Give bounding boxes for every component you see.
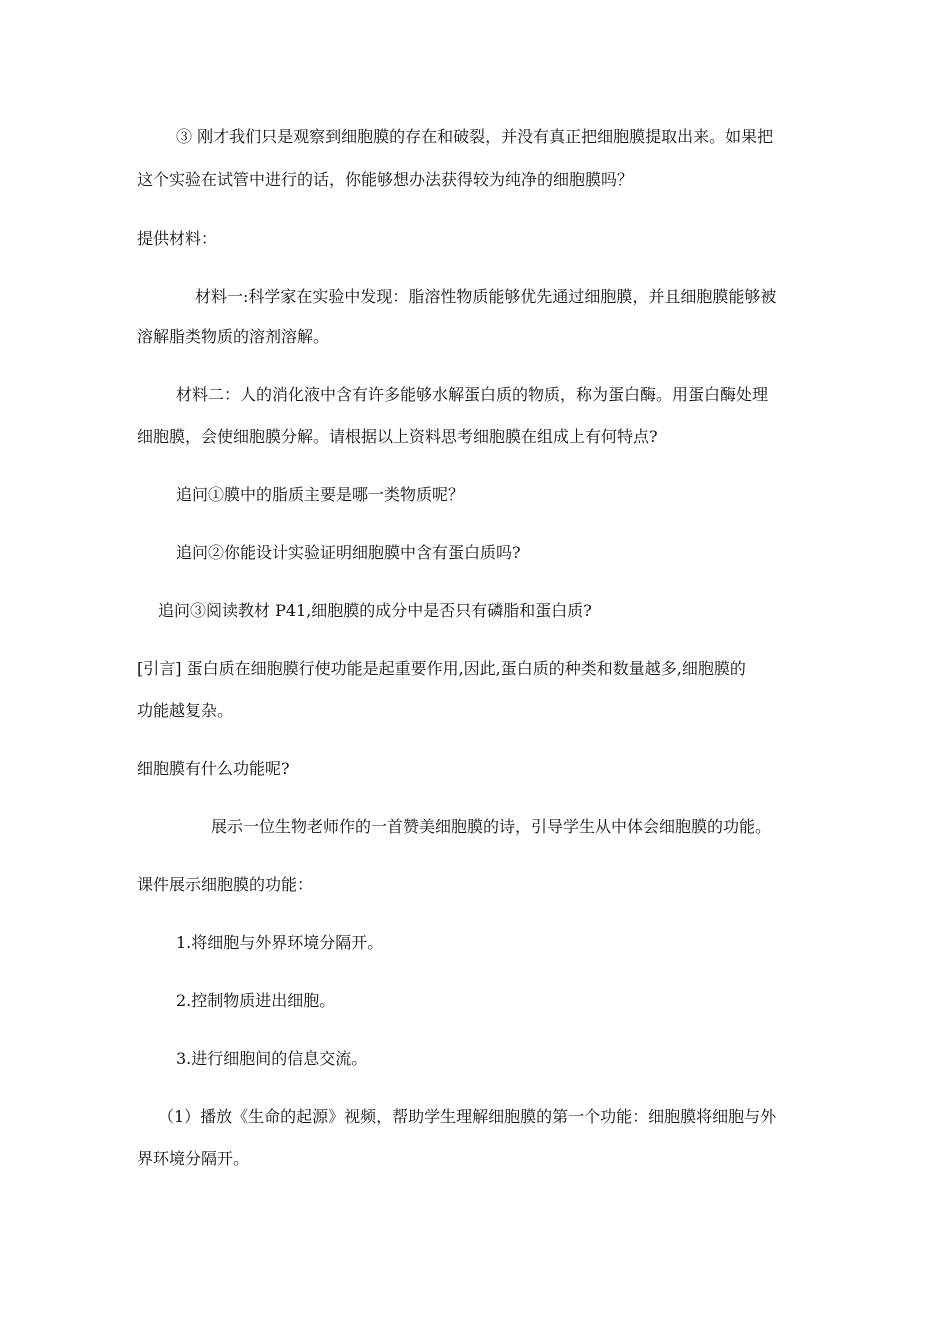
paragraph-line: 细胞膜有什么功能呢? [137, 759, 290, 778]
list-item: 2.控制物质进出细胞。 [176, 991, 336, 1010]
paragraph-line: 这个实验在试管中进行的话，你能够想办法获得较为纯净的细胞膜吗？ [137, 170, 634, 189]
follow-up-question: 追问①膜中的脂质主要是哪一类物质呢？ [176, 485, 465, 504]
paragraph-line: 材料一:科学家在实验中发现：脂溶性物质能够优先通过细胞膜，并且细胞膜能够被 [195, 287, 777, 306]
paragraph-line: （1）播放《生命的起源》视频，帮助学生理解细胞膜的第一个功能：细胞膜将细胞与外 [158, 1107, 777, 1126]
paragraph-line: 材料二：人的消化液中含有许多能够水解蛋白质的物质，称为蛋白酶。用蛋白酶处理 [176, 385, 769, 404]
list-item: 3.进行细胞间的信息交流。 [176, 1049, 368, 1068]
section-heading: 课件展示细胞膜的功能： [137, 875, 314, 894]
follow-up-question: 追问③阅读教材 P41,细胞膜的成分中是否只有磷脂和蛋白质? [158, 601, 592, 620]
section-heading: 提供材料： [137, 229, 218, 248]
paragraph-line: 展示一位生物老师作的一首赞美细胞膜的诗，引导学生从中体会细胞膜的功能。 [211, 817, 772, 836]
paragraph-line: ③ 刚才我们只是观察到细胞膜的存在和破裂，并没有真正把细胞膜提取出来。如果把 [176, 127, 774, 146]
paragraph-line: 界环境分隔开。 [137, 1149, 250, 1168]
paragraph-line: 细胞膜，会使细胞膜分解。请根据以上资料思考细胞膜在组成上有何特点? [137, 427, 658, 446]
paragraph-line: [引言] 蛋白质在细胞膜行使功能是起重要作用,因此,蛋白质的种类和数量越多,细胞膜的 [137, 659, 746, 678]
list-item: 1.将细胞与外界环境分隔开。 [176, 933, 384, 952]
paragraph-line: 功能越复杂。 [137, 701, 234, 720]
paragraph-line: 溶解脂类物质的溶剂溶解。 [137, 327, 330, 346]
follow-up-question: 追问②你能设计实验证明细胞膜中含有蛋白质吗? [176, 543, 521, 562]
